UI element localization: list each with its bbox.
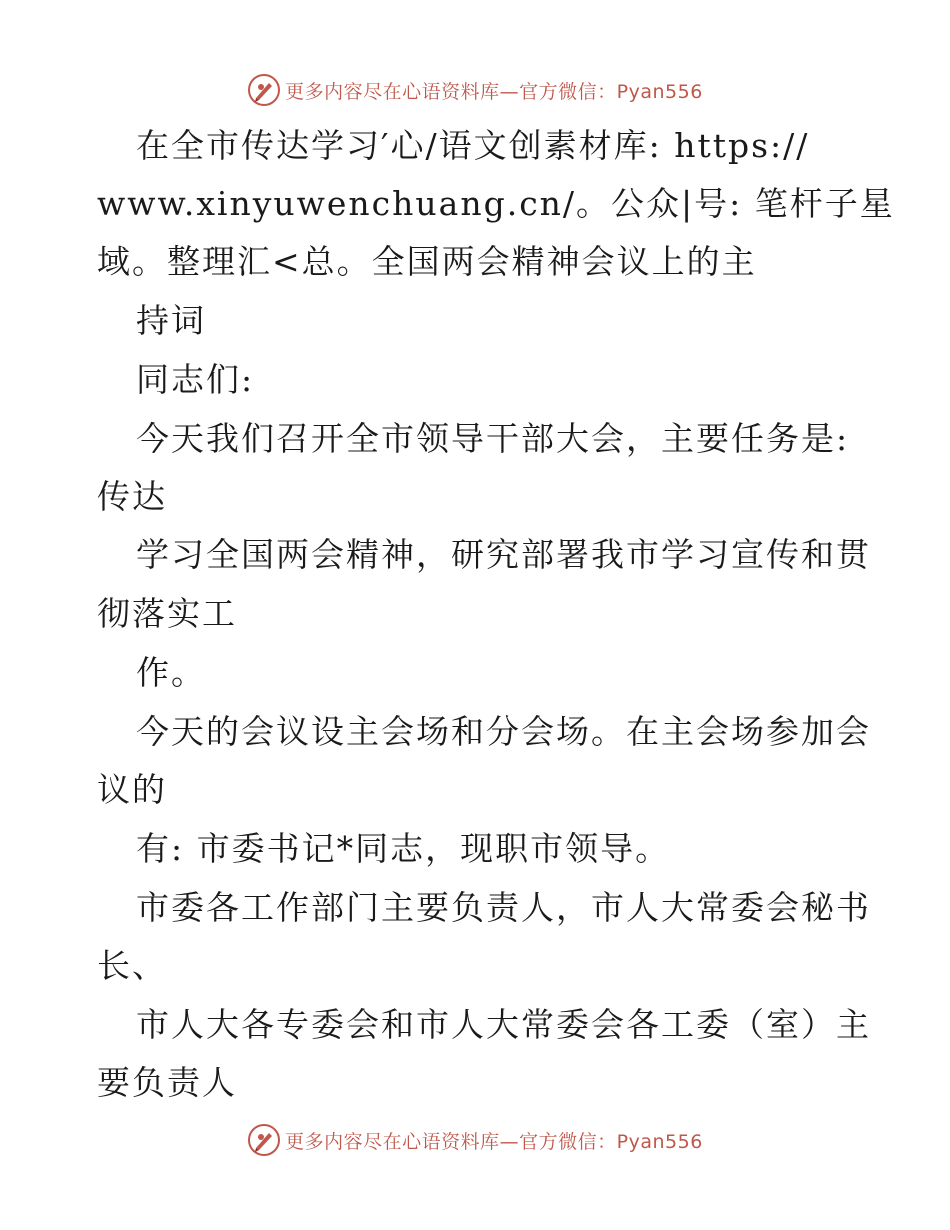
header-banner — [0, 70, 950, 110]
header-banner-text: 更多内容尽在心语资料库—官方微信：Pyan556 — [285, 80, 703, 103]
body-line: 要负责人 — [97, 1063, 237, 1102]
pen-logo-icon — [247, 1123, 281, 1157]
body-line: 域。整理汇<总。全国两会精神会议上的主 — [97, 242, 757, 281]
body-line: www.xinyuwenchuang.cn/。公众|号: 笔杆子星 — [97, 184, 895, 223]
footer-banner-text: 更多内容尽在心语资料库—官方微信：Pyan556 — [285, 1130, 703, 1153]
footer-banner — [0, 1120, 950, 1160]
body-line: 同志们: — [136, 360, 255, 399]
body-line: 学习全国两会精神，研究部署我市学习宣传和贯 — [136, 535, 871, 574]
body-line: 今天的会议设主会场和分会场。在主会场参加会 — [136, 712, 871, 751]
body-line: 有: 市委书记*同志，现职市领导。 — [136, 829, 671, 868]
pen-logo-icon — [247, 73, 281, 107]
body-line: 持词 — [136, 301, 206, 340]
body-line: 议的 — [97, 770, 167, 809]
body-line: 今天我们召开全市领导干部大会，主要任务是: — [136, 419, 850, 458]
body-line: 彻落实工 — [97, 594, 237, 633]
body-line: 市人大各专委会和市人大常委会各工委（室）主 — [136, 1005, 871, 1044]
body-line: 在全市传达学习′心/语文创素材库: https:// — [136, 126, 810, 165]
body-line: 传达 — [97, 477, 167, 516]
body-line: 长、 — [97, 946, 167, 985]
body-line: 市委各工作部门主要负责人，市人大常委会秘书 — [136, 888, 871, 927]
body-line: 作。 — [136, 653, 206, 692]
